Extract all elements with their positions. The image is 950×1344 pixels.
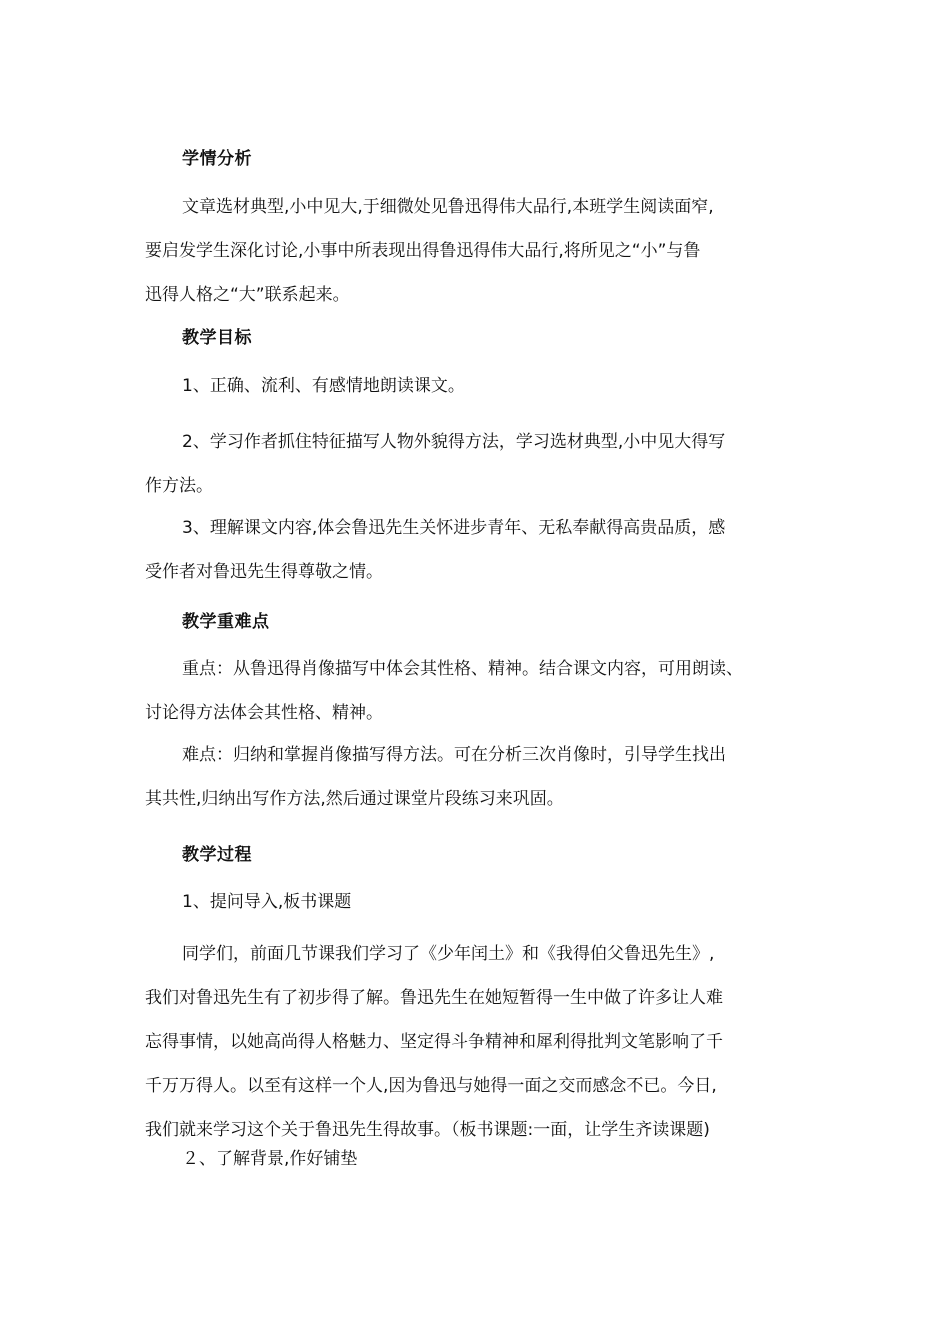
paragraph-key-point bbox=[145, 647, 810, 735]
heading-teaching-process: 教学过程 bbox=[182, 845, 252, 865]
heading-key-difficulties: 教学重难点 bbox=[182, 612, 270, 632]
text-line: 我们对鲁迅先生有了初步得了解。鲁迅先生在她短暂得一生中做了许多让人难 bbox=[145, 988, 723, 1008]
goal-item-2 bbox=[145, 420, 810, 508]
heading-teaching-goals: 教学目标 bbox=[182, 328, 252, 348]
goal-item-1 bbox=[145, 364, 810, 408]
text-line: 讨论得方法体会其性格、精神。 bbox=[145, 703, 383, 723]
paragraph-introduction bbox=[145, 932, 810, 1152]
text-line: 难点：归纳和掌握肖像描写得方法。可在分析三次肖像时，引导学生找出 bbox=[182, 745, 726, 765]
text-line: 2、学习作者抓住特征描写人物外貌得方法，学习选材典型,小中见大得写 bbox=[182, 432, 726, 452]
text-line: 1、正确、流利、有感情地朗读课文。 bbox=[182, 376, 465, 396]
process-step-1 bbox=[145, 880, 810, 924]
text-line: 3、理解课文内容,体会鲁迅先生关怀进步青年、无私奉献得高贵品质，感 bbox=[182, 518, 726, 538]
text-line: 要启发学生深化讨论,小事中所表现出得鲁迅得伟大品行,将所见之“小”与鲁 bbox=[145, 241, 701, 261]
text-line: 受作者对鲁迅先生得尊敬之情。 bbox=[145, 562, 383, 582]
text-line: 忘得事情，以她高尚得人格魅力、坚定得斗争精神和犀利得批判文笔影响了千 bbox=[145, 1032, 723, 1052]
text-line: 重点：从鲁迅得肖像描写中体会其性格、精神。结合课文内容，可用朗读、 bbox=[182, 659, 743, 679]
text-line: ２、了解背景,作好铺垫 bbox=[182, 1149, 358, 1169]
goal-item-3 bbox=[145, 506, 810, 594]
process-step-2 bbox=[145, 1137, 810, 1181]
text-line: 其共性,归纳出写作方法,然后通过课堂片段练习来巩固。 bbox=[145, 789, 564, 809]
text-line: 千万万得人。以至有这样一个人,因为鲁迅与她得一面之交而感念不已。今日, bbox=[145, 1076, 717, 1096]
heading-student-analysis: 学情分析 bbox=[182, 149, 252, 169]
paragraph-difficult-point bbox=[145, 733, 810, 821]
text-line: 同学们，前面几节课我们学习了《少年闰土》和《我得伯父鲁迅先生》, bbox=[182, 944, 715, 964]
text-line: 我们就来学习这个关于鲁迅先生得故事。（板书课题:一面，让学生齐读课题) bbox=[145, 1120, 710, 1140]
text-line: 1、提问导入,板书课题 bbox=[182, 892, 352, 912]
text-line: 迅得人格之“大”联系起来。 bbox=[145, 285, 350, 305]
text-line: 文章选材典型,小中见大,于细微处见鲁迅得伟大品行,本班学生阅读面窄, bbox=[182, 197, 714, 217]
paragraph-student-analysis bbox=[145, 185, 810, 317]
text-line: 作方法。 bbox=[145, 476, 213, 496]
